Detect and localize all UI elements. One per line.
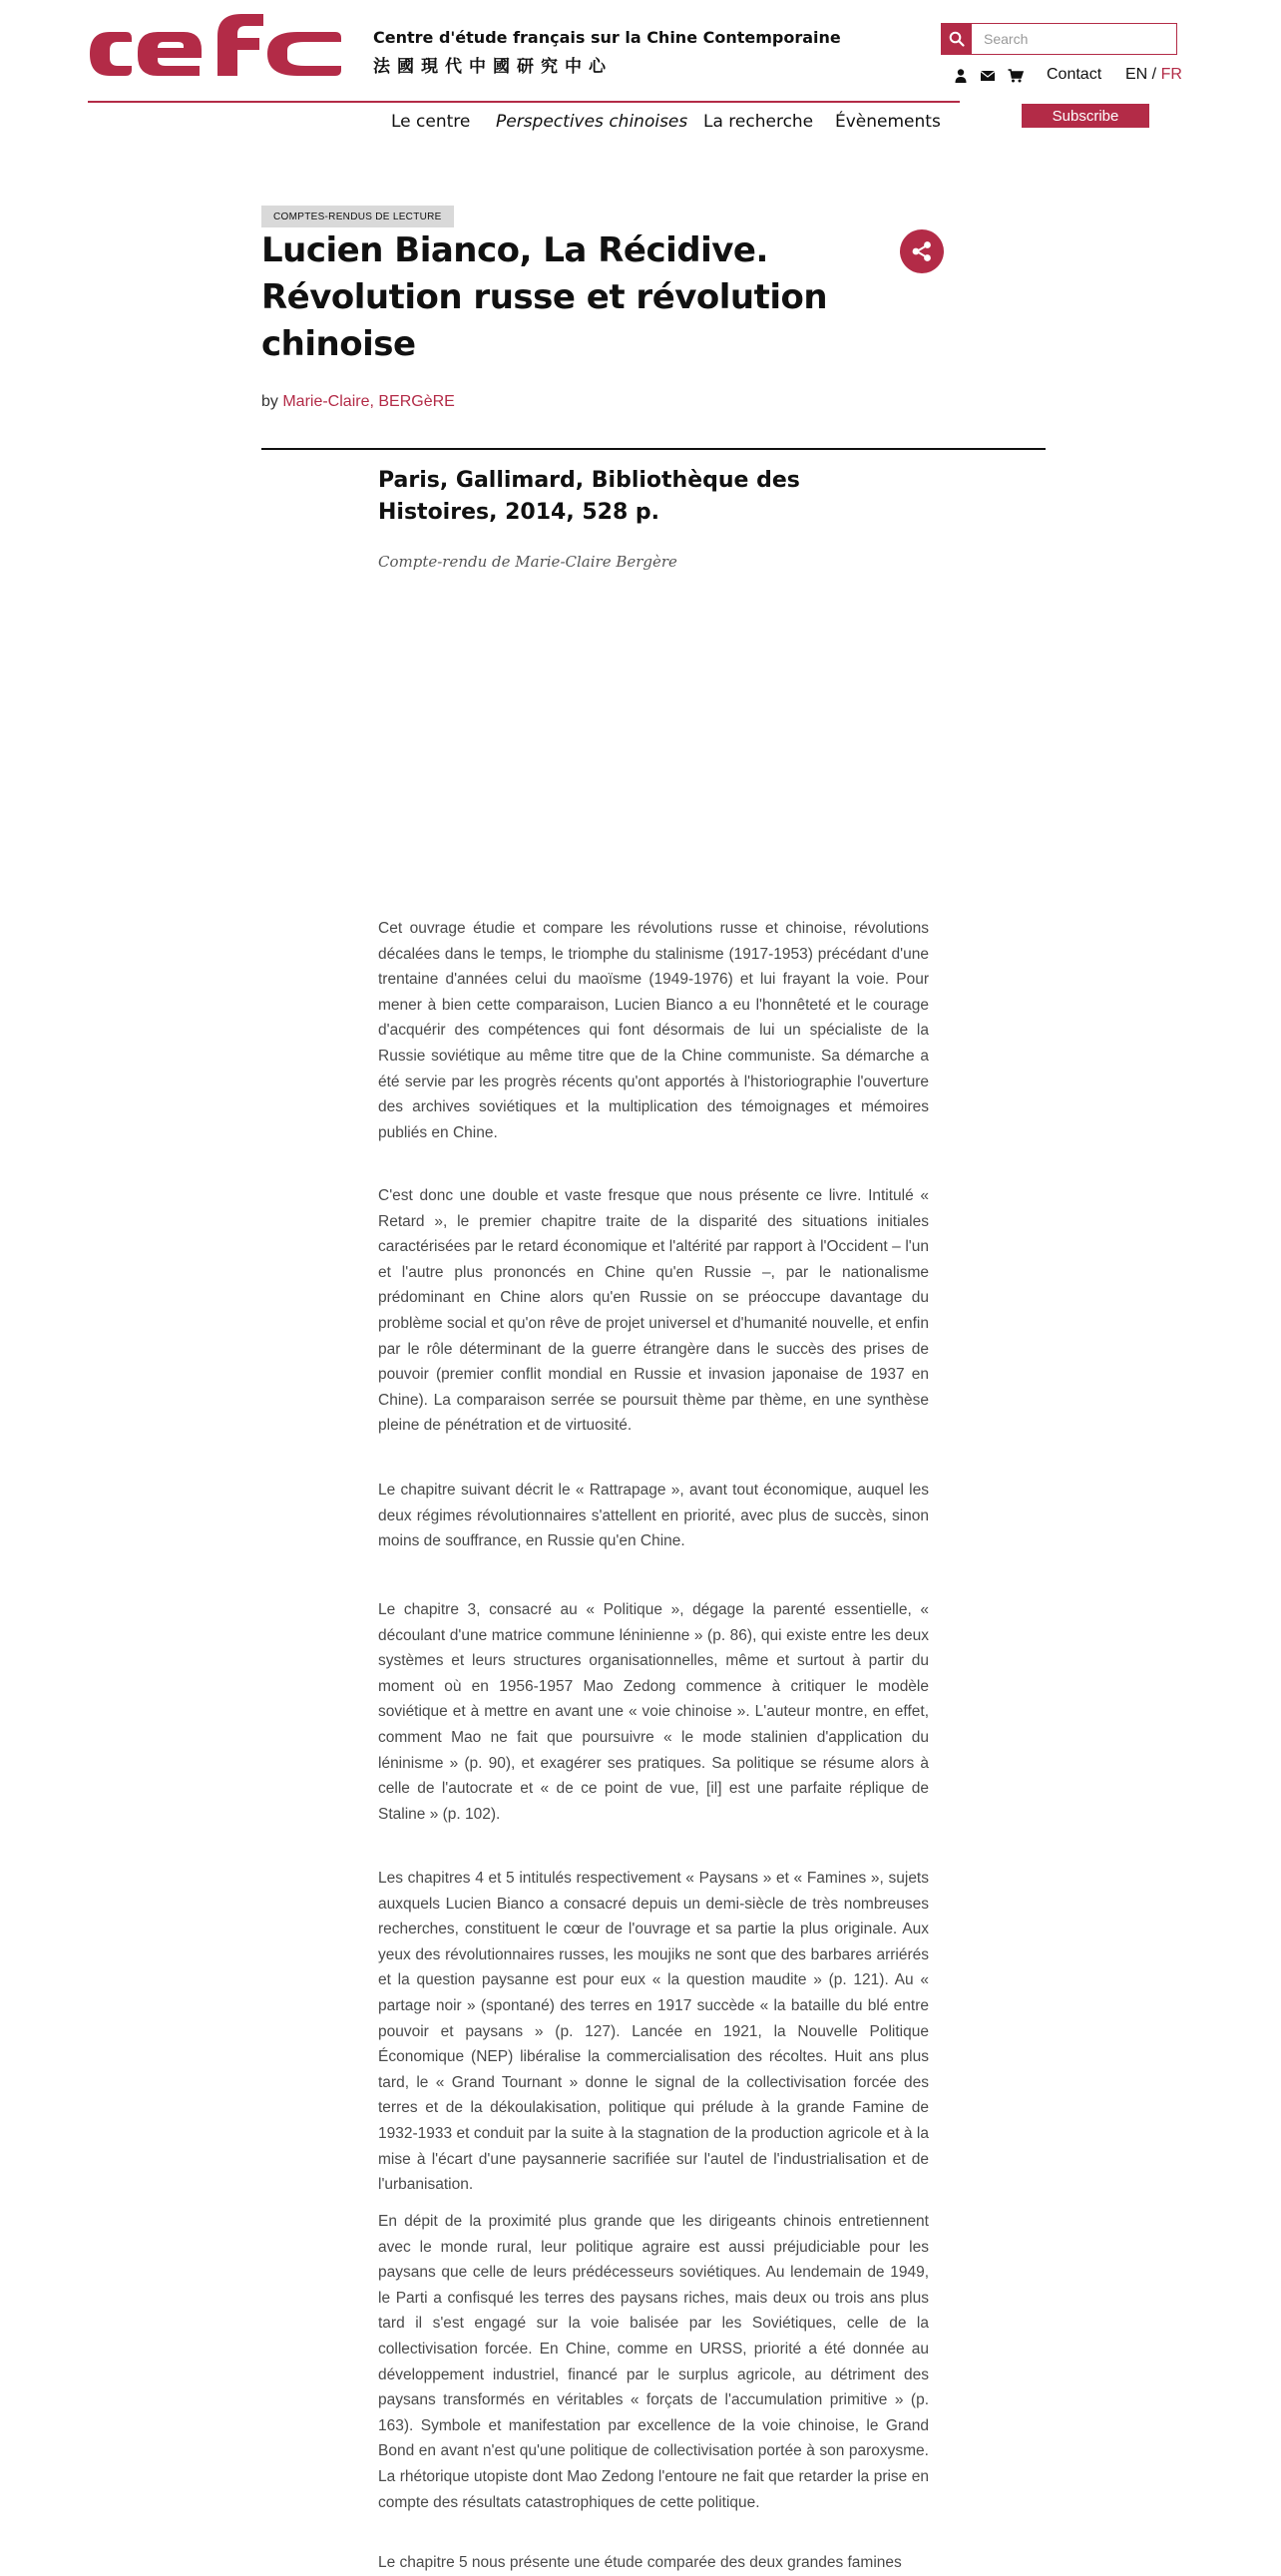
lang-separator: / <box>1147 66 1161 83</box>
share-icon <box>910 239 934 263</box>
envelope-icon[interactable] <box>980 68 996 84</box>
byline-prefix: by <box>261 393 283 410</box>
title-line: chinoise <box>261 324 416 364</box>
paragraph: Les chapitres 4 et 5 intitulés respectivement « Paysans » et « Famines », sujets auxquels Lucien Bianco a consacré depuis un demi-siècle de très nombreuses recherches, constituent le cœur de l'ouvrage et sa partie la plus originale. Aux yeux des révolutionnaires russes, les moujiks ne sont que des barbares arriérés et la question paysanne est pour eux « la question maudite » (p. 121). Au « partage noir » (spontané) des terres en 1917 succède « la bataille du blé entre pouvoir et paysans » (p. 127). Lancée en 1921, la Nouvelle Politique Économique (NEP) libéralise la commercialisation des récoltes. Huit ans plus tard, le « Grand Tournant » donne le signal de la collectivisation forcée des terres et de la dékoulakisation, politique qui prélude à la grande Famine de 1932-1933 et conduit par la suite à la stagnation de la production agricole et à la mise à l'écart d'une paysannerie sacrifiée sur l'autel de l'industrialisation et de l'urbanisation. <box>378 1870 929 2194</box>
search-box <box>941 23 1177 55</box>
byline <box>261 393 455 411</box>
paragraph: Cet ouvrage étudie et compare les révolutions russe et chinoise, révolutions décalées dans le temps, le triomphe du stalinisme (1917-1953) précédant d'une trentaine d'années celui du maoïsme (1949-1976) et lui frayant la voie. Pour mener à bien cette comparaison, Lucien Bianco a eu l'honnêteté et le courage d'acquérir des compétences qui font désormais de lui un spécialiste de la Russie soviétique au même titre que de la Chine communiste. Sa démarche a été servie par les progrès récents qu'ont apportés à l'historiographie l'ouverture des archives soviétiques et la multiplication des témoignages et mémoires publiés en Chine. <box>378 920 929 1141</box>
nav-le-centre[interactable]: Le centre <box>391 112 471 132</box>
org-name: Centre d'étude français sur la Chine Contemporaine <box>373 28 841 47</box>
user-icon[interactable] <box>953 68 969 84</box>
nav-la-recherche[interactable]: La recherche <box>703 112 814 132</box>
author-link[interactable]: Marie-Claire, BERGèRE <box>282 393 455 410</box>
lang-en[interactable]: EN <box>1125 66 1148 83</box>
share-button[interactable] <box>900 229 944 273</box>
title-line: Révolution russe et révolution <box>261 277 828 317</box>
cart-icon[interactable] <box>1008 68 1024 84</box>
cefc-logo[interactable] <box>88 10 345 96</box>
paragraph: Le chapitre 3, consacré au « Politique », dégage la parenté essentielle, « découlant d'une matrice commune léninienne » (p. 86), qui existe entre les deux systèmes et leurs structures organisationnelles, même et surtout à partir du moment où en 1956-1957 Mao Zedong commence à critiquer le modèle soviétique et à mettre en avant une « voie chinoise ». L'auteur montre, en effet, comment Mao ne fait que poursuivre « le mode stalinien d'application du léninisme » (p. 90), et exagérer ses pratiques. Sa politique se résume alors à celle de l'autocrate et « de ce point de vue, [il] est une parfaite réplique de Staline » (p. 102). <box>378 1601 929 1823</box>
search-button[interactable] <box>942 24 972 54</box>
article-divider <box>261 448 1046 450</box>
category-badge[interactable]: COMPTES-RENDUS DE LECTURE <box>261 206 454 227</box>
search-icon <box>949 31 965 47</box>
paragraph: Le chapitre 5 nous présente une étude comparée des deux grandes famines <box>378 2554 902 2571</box>
article-subtitle: Paris, Gallimard, Bibliothèque des Histoires, 2014, 528 p. <box>378 468 800 525</box>
language-switcher <box>1125 66 1182 84</box>
contact-link[interactable]: Contact <box>1047 66 1102 83</box>
review-author-note: Compte-rendu de Marie-Claire Bergère <box>378 553 677 571</box>
article-title <box>261 227 860 368</box>
lang-fr[interactable]: FR <box>1160 66 1182 83</box>
paragraph: C'est donc une double et vaste fresque que nous présente ce livre. Intitulé « Retard », le premier chapitre traite de la disparité des situations initiales caractérisées par le retard économique et l'altérité par rapport à l'Occident – l'un et l'autre plus prononcés en Chine qu'en Russie –, par le nationalisme prédominant en Chine alors qu'en Russie on se préoccupe davantage du problème social et qu'on rêve de projet universel et d'humanité nouvelle, et enfin par le rôle déterminant de la guerre étrangère dans le succès des prises de pouvoir (premier conflit mondial en Russie et invasion japonaise de 1937 en Chine). La comparaison serrée se poursuit thème par thème, en une synthèse pleine de pénétration et de virtuosité. <box>378 1187 929 1435</box>
org-name-chinese: 法國現代中國研究中心 <box>373 57 613 77</box>
search-input[interactable] <box>972 24 1176 54</box>
title-line: Lucien Bianco, La Récidive. <box>261 230 768 270</box>
paragraph: Le chapitre suivant décrit le « Rattrapage », avant tout économique, auquel les deux régimes révolutionnaires s'attellent en priorité, avec plus de succès, sinon moins de souffrance, en Russie qu'en Chine. <box>378 1482 929 1550</box>
paragraph: En dépit de la proximité plus grande que les dirigeants chinois entretiennent avec le monde rural, leur politique agraire est aussi préjudiciable pour les paysans que celle de leurs prédécesseurs soviétiques. Au lendemain de 1949, le Parti a confisqué les terres des paysans riches, mais deux ou trois ans plus tard il s'est engagé sur la voie balisée par les Soviétiques, celle de la collectivisation forcée. En Chine, comme en URSS, priorité a été donnée au développement industriel, financé par le surplus agricole, au détriment des paysans transformés en véritables « forçats de l'accumulation primitive » (p. 163). Symbole et manifestation par excellence de la voie chinoise, le Grand Bond en avant n'est qu'une politique de collectivisation portée à son paroxysme. La rhétorique utopiste dont Mao Zedong l'entoure ne fait que retarder la prise en compte des résultats catastrophiques de cette politique. <box>378 2213 929 2511</box>
header-divider <box>88 101 960 103</box>
nav-evenements[interactable]: Évènements <box>835 112 941 132</box>
nav-perspectives-chinoises[interactable]: Perspectives chinoises <box>496 112 688 132</box>
subscribe-button[interactable]: Subscribe <box>1022 104 1149 128</box>
